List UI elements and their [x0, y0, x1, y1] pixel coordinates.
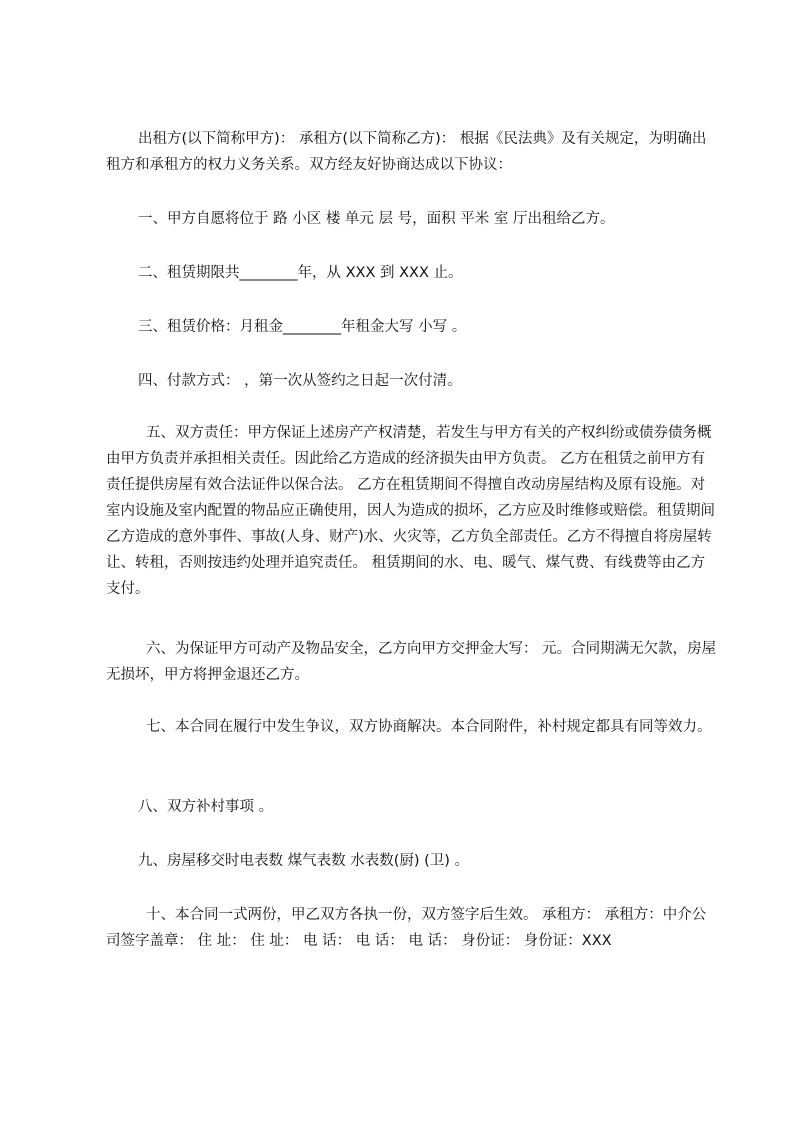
- paragraph-intro: 出租方(以下简称甲方)： 承租方(以下简称乙方)： 根据《民法典》及有关规定，为明确出租方和承租方的权力义务关系。双方经友好协商达成以下协议：: [106, 131, 707, 173]
- clause-1-property: 一、甲方自愿将位于 路 小区 楼 单元 层 号，面积 平米 室 厅出租给乙方。: [138, 211, 615, 227]
- clause-6-deposit: 六、为保证甲方可动产及物品安全，乙方向甲方交押金大写： 元。合同期满无欠款，房屋无损坏，甲方将押金退还乙方。: [106, 641, 717, 683]
- clause-8-supplement: 八、双方补村事项 。: [138, 799, 274, 815]
- clause-4-payment: 四、付款方式： ，第一次从签约之日起一次付清。: [138, 373, 462, 389]
- clause-2-term: 二、租赁期限共________年，从 XXX 到 XXX 止。: [138, 265, 463, 281]
- clause-10-signatures: 十、本合同一式两份，甲乙双方各执一份，双方签字后生效。 承租方： 承租方：中介公司签字盖章： 住 址： 住 址： 电 话： 电 话： 电 话： 身份证： 身份证：XXX: [106, 907, 707, 949]
- clause-7-disputes: 七、本合同在履行中发生争议，双方协商解决。本合同附件，补村规定都具有同等效力。: [146, 719, 712, 735]
- clause-5-responsibilities: 五、双方责任：甲方保证上述房产产权清楚，若发生与甲方有关的产权纠纷或债券债务概由甲方负责并承担相关责任。因此给乙方造成的经济损失由甲方负责。 乙方在租赁之前甲方有责任提供房屋有效合法证件以保合法。 乙方在租赁期间不得擅自改动房屋结构及原有设施。对室内设施及室内配置的物品应正确使用，因人为造成的损坏，乙方应及时维修或赔偿。租赁期间乙方造成的意外事件、事故(人身、财产)水、火灾等，乙方负全部责任。乙方不得擅自将房屋转让、转租，否则按违约处理并追究责任。 租赁期间的水、电、暖气、煤气费、有线费等由乙方支付。: [106, 425, 715, 597]
- clause-3-price: 三、租赁价格：月租金________年租金大写 小写 。: [138, 319, 467, 335]
- clause-9-handover: 九、房屋移交时电表数 煤气表数 水表数(厨) (卫) 。: [138, 853, 470, 869]
